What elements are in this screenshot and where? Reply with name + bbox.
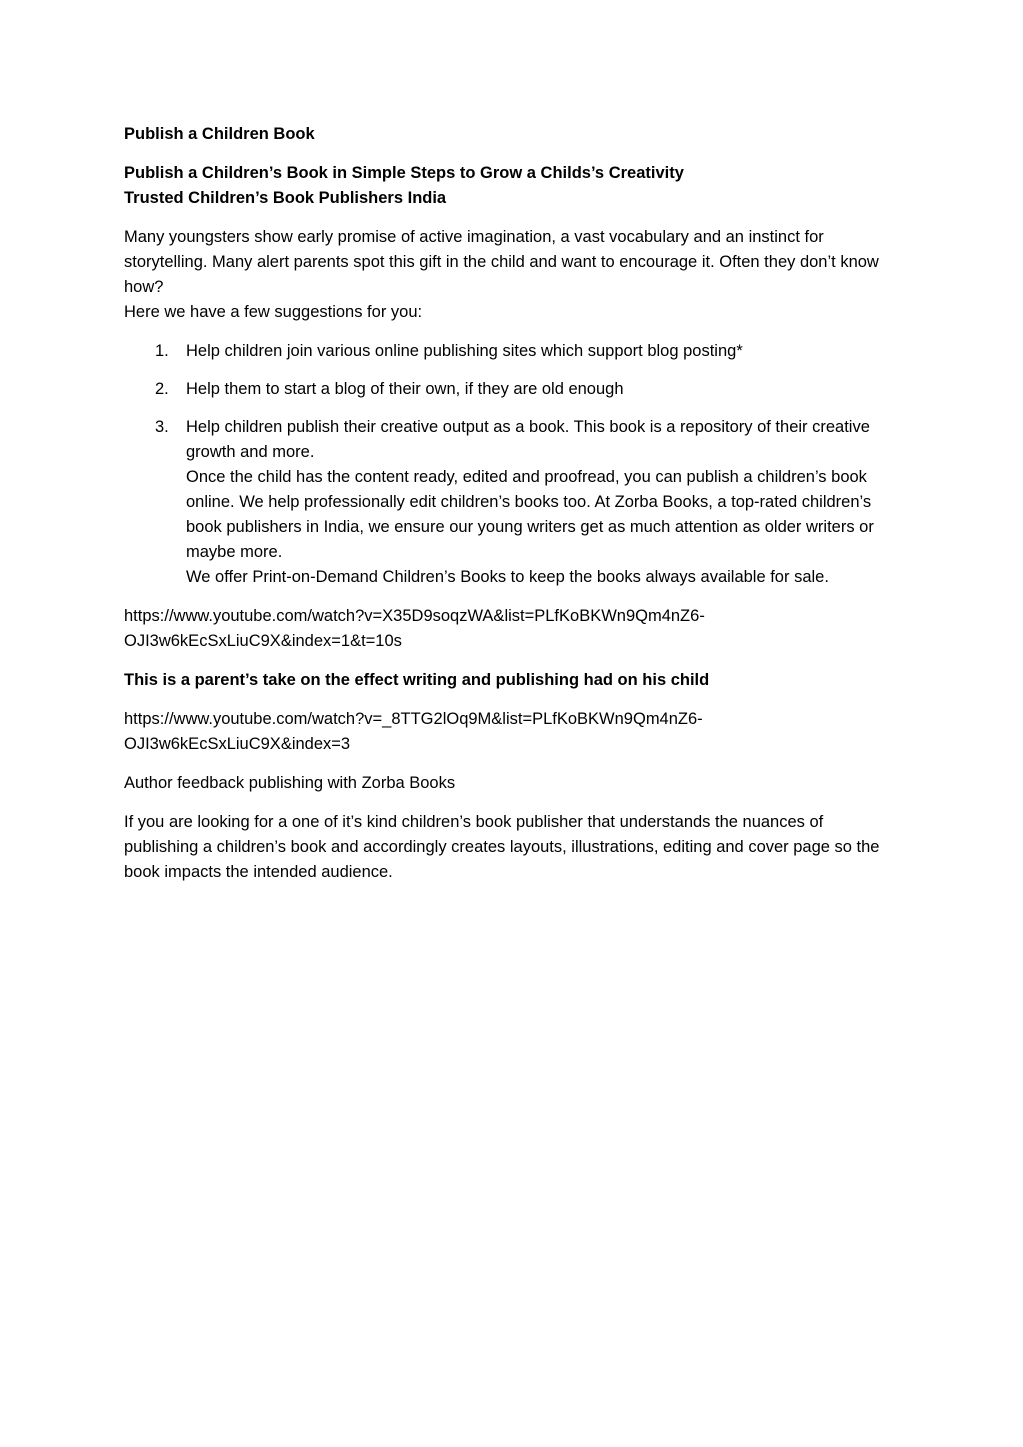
youtube-link-2-line-1[interactable]: https://www.youtube.com/watch?v=_8TTG2lOq9M&list=PLfKoBKWn9Qm4nZ6- xyxy=(124,710,703,728)
list-text-continued: growth and more. xyxy=(186,443,315,461)
youtube-link-2-line-2[interactable]: OJI3w6kEcSxLiuC9X&index=3 xyxy=(124,735,351,753)
intro-suggestions: Here we have a few suggestions for you: xyxy=(124,303,423,321)
list-number: 2. xyxy=(155,380,169,398)
document-page xyxy=(124,122,894,899)
youtube-link-1-line-2[interactable]: OJI3w6kEcSxLiuC9X&index=1&t=10s xyxy=(124,632,402,650)
closing-paragraph: If you are looking for a one of it’s kind children’s book publisher that understands the nuances of publishing a children’s book and accordingly creates layouts, illustrations, editing and cover page so the book impacts the intended audience. xyxy=(124,813,880,881)
list-text: Help children publish their creative output as a book. This book is a repository of their creative xyxy=(186,418,870,436)
list-text-offer: We offer Print-on-Demand Children’s Books to keep the books always available for sale. xyxy=(186,568,829,586)
suggestion-list xyxy=(124,339,894,590)
parent-take-heading: This is a parent’s take on the effect writing and publishing had on his child xyxy=(124,671,710,689)
youtube-link-2[interactable] xyxy=(124,707,894,757)
list-text: Help them to start a blog of their own, if they are old enough xyxy=(186,380,624,398)
intro-text: Many youngsters show early promise of active imagination, a vast vocabulary and an instinct for storytelling. Many alert parents spot this gift in the child and want to encourage it. Often they don’t know how? xyxy=(124,228,879,296)
intro-paragraph xyxy=(124,225,894,325)
list-text: Help children join various online publishing sites which support blog posting* xyxy=(186,342,743,360)
document-subtitle xyxy=(124,161,894,211)
list-text-details: Once the child has the content ready, edited and proofread, you can publish a children’s book online. We help professionally edit children’s books too. At Zorba Books, a top-rated children’s book publishers in India, we ensure our young writers get as much attention as older writers or maybe more. xyxy=(186,468,874,561)
list-number: 3. xyxy=(155,418,169,436)
list-item xyxy=(124,377,894,402)
author-feedback: Author feedback publishing with Zorba Books xyxy=(124,774,456,792)
list-item xyxy=(124,339,894,364)
subtitle-line-1: Publish a Children’s Book in Simple Steps to Grow a Childs’s Creativity xyxy=(124,164,684,182)
subtitle-line-2: Trusted Children’s Book Publishers India xyxy=(124,189,447,207)
list-item xyxy=(124,415,894,590)
youtube-link-1-line-1[interactable]: https://www.youtube.com/watch?v=X35D9soqzWA&list=PLfKoBKWn9Qm4nZ6- xyxy=(124,607,705,625)
youtube-link-1[interactable] xyxy=(124,604,894,654)
list-number: 1. xyxy=(155,342,169,360)
document-title: Publish a Children Book xyxy=(124,125,315,143)
